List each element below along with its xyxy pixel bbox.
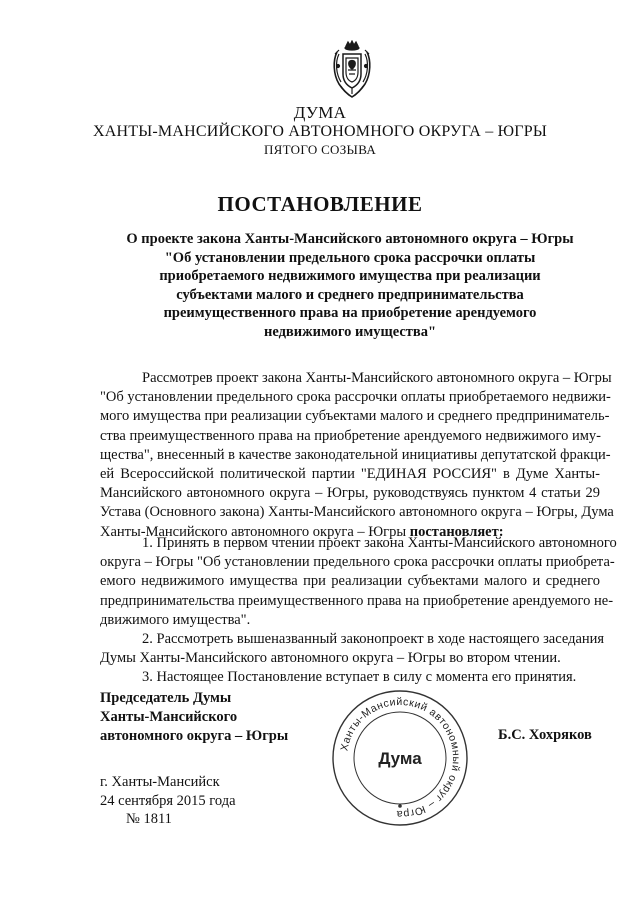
preamble-line: Ханты-Мансийского автономного округа – Югры	[100, 523, 407, 540]
resolves-word: постановляет:	[409, 523, 504, 540]
resolution-line: Думы Ханты-Мансийского автономного округа – Югры во втором чтении.	[100, 650, 561, 667]
preamble-line: Рассмотрев проект закона Ханты-Мансийского автономного округа – Югры	[142, 370, 612, 386]
preamble-line: Мансийского автономного округа – Югры, руководствуясь пунктом 4 статьи 29	[100, 485, 600, 502]
official-stamp	[330, 688, 470, 828]
subject-line: недвижимого имущества"	[263, 323, 437, 340]
document-date: 24 сентября 2015 года	[100, 792, 236, 809]
signatory-title-line: Председатель Думы	[100, 690, 232, 706]
subject-line: О проекте закона Ханты-Мансийского автономного округа – Югры	[126, 231, 574, 247]
resolution-line: 2. Рассмотреть вышеназванный законопроект в ходе настоящего заседания	[142, 630, 605, 647]
signatory-title-line: Ханты-Мансийского	[100, 709, 238, 725]
resolution-line: 1. Принять в первом чтении проект закона Ханты-Мансийского автономного	[142, 535, 617, 551]
document-number: № 1811	[126, 811, 172, 827]
resolution-line: предпринимательства преимущественного права на приобретение арендуемого не-	[100, 592, 614, 609]
resolution-line: 3. Настоящее Постановление вступает в силу с момента его принятия.	[142, 669, 577, 686]
document-subject	[100, 230, 600, 342]
document-place: г. Ханты-Мансийск	[100, 774, 220, 790]
signatory-title-line: автономного округа – Югры	[100, 728, 289, 744]
stamp-center-text: Дума	[378, 749, 422, 768]
subject-line: "Об установлении предельного срока рассрочки оплаты	[164, 249, 536, 266]
document-type: ПОСТАНОВЛЕНИЕ	[217, 192, 423, 216]
preamble-line: ей Всероссийской политической партии "ЕДИНАЯ РОССИЯ" в Думе Ханты-	[100, 465, 600, 482]
subject-line: субъектами малого и среднего предпринимательства	[176, 286, 524, 303]
resolution-items	[100, 534, 617, 688]
preamble-line: ства преимущественного права на приобретение арендуемого недвижимого иму-	[100, 427, 602, 444]
place-and-date	[100, 773, 236, 829]
preamble-line: Устава (Основного закона) Ханты-Мансийского автономного округа – Югры, Дума	[100, 504, 614, 521]
subject-line: преимущественного права на приобретение арендуемого	[163, 305, 537, 322]
stamp-star-icon	[398, 804, 402, 808]
signatory-title	[100, 689, 288, 746]
preamble-line: щества", внесенный в качестве законодательной инициативы депутатской фракци-	[100, 446, 611, 463]
resolution-line: округа – Югры "Об установлении предельного срока рассрочки оплаты приобрета-	[100, 554, 615, 571]
org-region: ХАНТЫ-МАНСИЙСКОГО АВТОНОМНОГО ОКРУГА – ЮГРЫ	[93, 123, 547, 140]
org-name: ДУМА	[293, 103, 347, 122]
subject-line: приобретаемого недвижимого имущества при реализации	[159, 268, 541, 285]
convocation: ПЯТОГО СОЗЫВА	[263, 142, 377, 157]
resolution-line: движимого имущества".	[100, 611, 251, 628]
preamble-line: "Об установлении предельного срока рассрочки оплаты приобретаемого недвижи-	[100, 389, 611, 406]
preamble-line: мого имущества при реализации субъектами малого и среднего предприниматель-	[100, 408, 610, 425]
coat-of-arms-icon	[329, 40, 375, 102]
stamp-ring-text: Ханты-Мансийский автономный округ – Югра	[338, 695, 463, 821]
resolution-line: емого недвижимого имущества при реализации субъектами малого и среднего	[100, 573, 600, 590]
preamble-paragraph	[100, 369, 614, 542]
signer-name: Б.С. Хохряков	[498, 727, 592, 743]
